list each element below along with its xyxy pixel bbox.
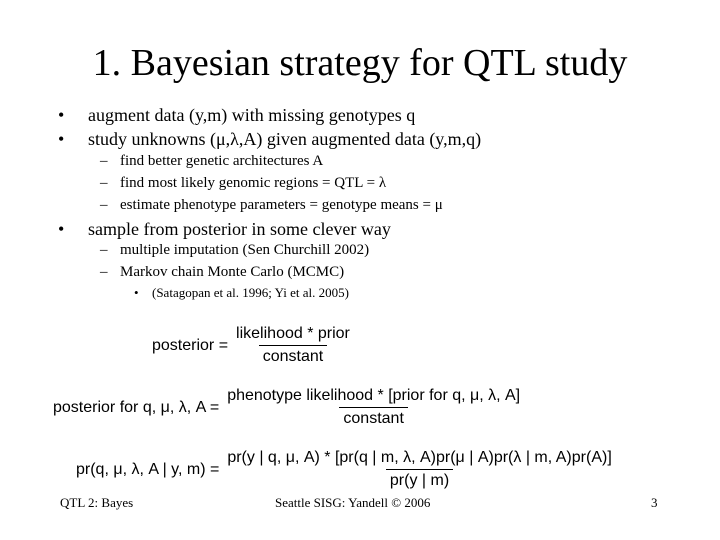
footer-page-number: 3 [651,495,658,510]
footer-left: QTL 2: Bayes [60,495,134,510]
equation-posterior [152,325,354,366]
bullet-marker: • [58,219,65,239]
footer-center: Seattle SISG: Yandell © 2006 [275,495,431,510]
sub-bullet-mcmc: Markov chain Monte Carlo (MCMC) [120,264,345,280]
fraction-numerator: pr(y | q, μ, A) * [pr(q | m, λ, A)pr(μ | A)pr(λ | m, A)pr(A)] [227,449,612,466]
fraction-numerator: likelihood * prior [236,325,350,342]
fraction [232,325,354,366]
sub-bullet-genomic-regions: find most likely genomic regions = QTL = λ [120,175,387,191]
equation-lhs: posterior for q, μ, λ, A = [53,398,220,416]
fraction-numerator: phenotype likelihood * [prior for q, μ, λ, A] [227,387,521,404]
equation-lhs: posterior = [152,336,229,354]
bullet-marker: • [58,105,65,125]
sub-bullet-phenotype-params: estimate phenotype parameters = genotype means = μ [120,197,443,213]
bullet-study-unknowns: study unknowns (μ,λ,A) given augmented data (y,m,q) [88,129,482,149]
fraction-denominator: constant [339,407,407,428]
bullet-marker: • [134,285,139,300]
fraction [223,387,524,428]
dash-marker: – [100,153,108,169]
equation-bayes-full [76,449,616,490]
fraction-denominator: constant [259,345,327,366]
fraction-denominator: pr(y | m) [386,469,453,490]
bullet-marker: • [58,129,65,149]
dash-marker: – [100,175,108,191]
equation-posterior-unknowns [53,387,524,428]
equation-lhs: pr(q, μ, λ, A | y, m) = [76,460,220,478]
bullet-augment-data: augment data (y,m) with missing genotypes q [88,105,416,125]
dash-marker: – [100,264,108,280]
sub-bullet-architectures: find better genetic architectures A [120,153,324,169]
sub-sub-bullet-citations: (Satagopan et al. 1996; Yi et al. 2005) [152,285,349,300]
dash-marker: – [100,197,108,213]
sub-bullet-multiple-imputation: multiple imputation (Sen Churchill 2002) [120,242,370,258]
fraction [223,449,615,490]
dash-marker: – [100,242,108,258]
bullet-sample-posterior: sample from posterior in some clever way [88,219,391,239]
slide-title: 1. Bayesian strategy for QTL study [92,42,628,84]
